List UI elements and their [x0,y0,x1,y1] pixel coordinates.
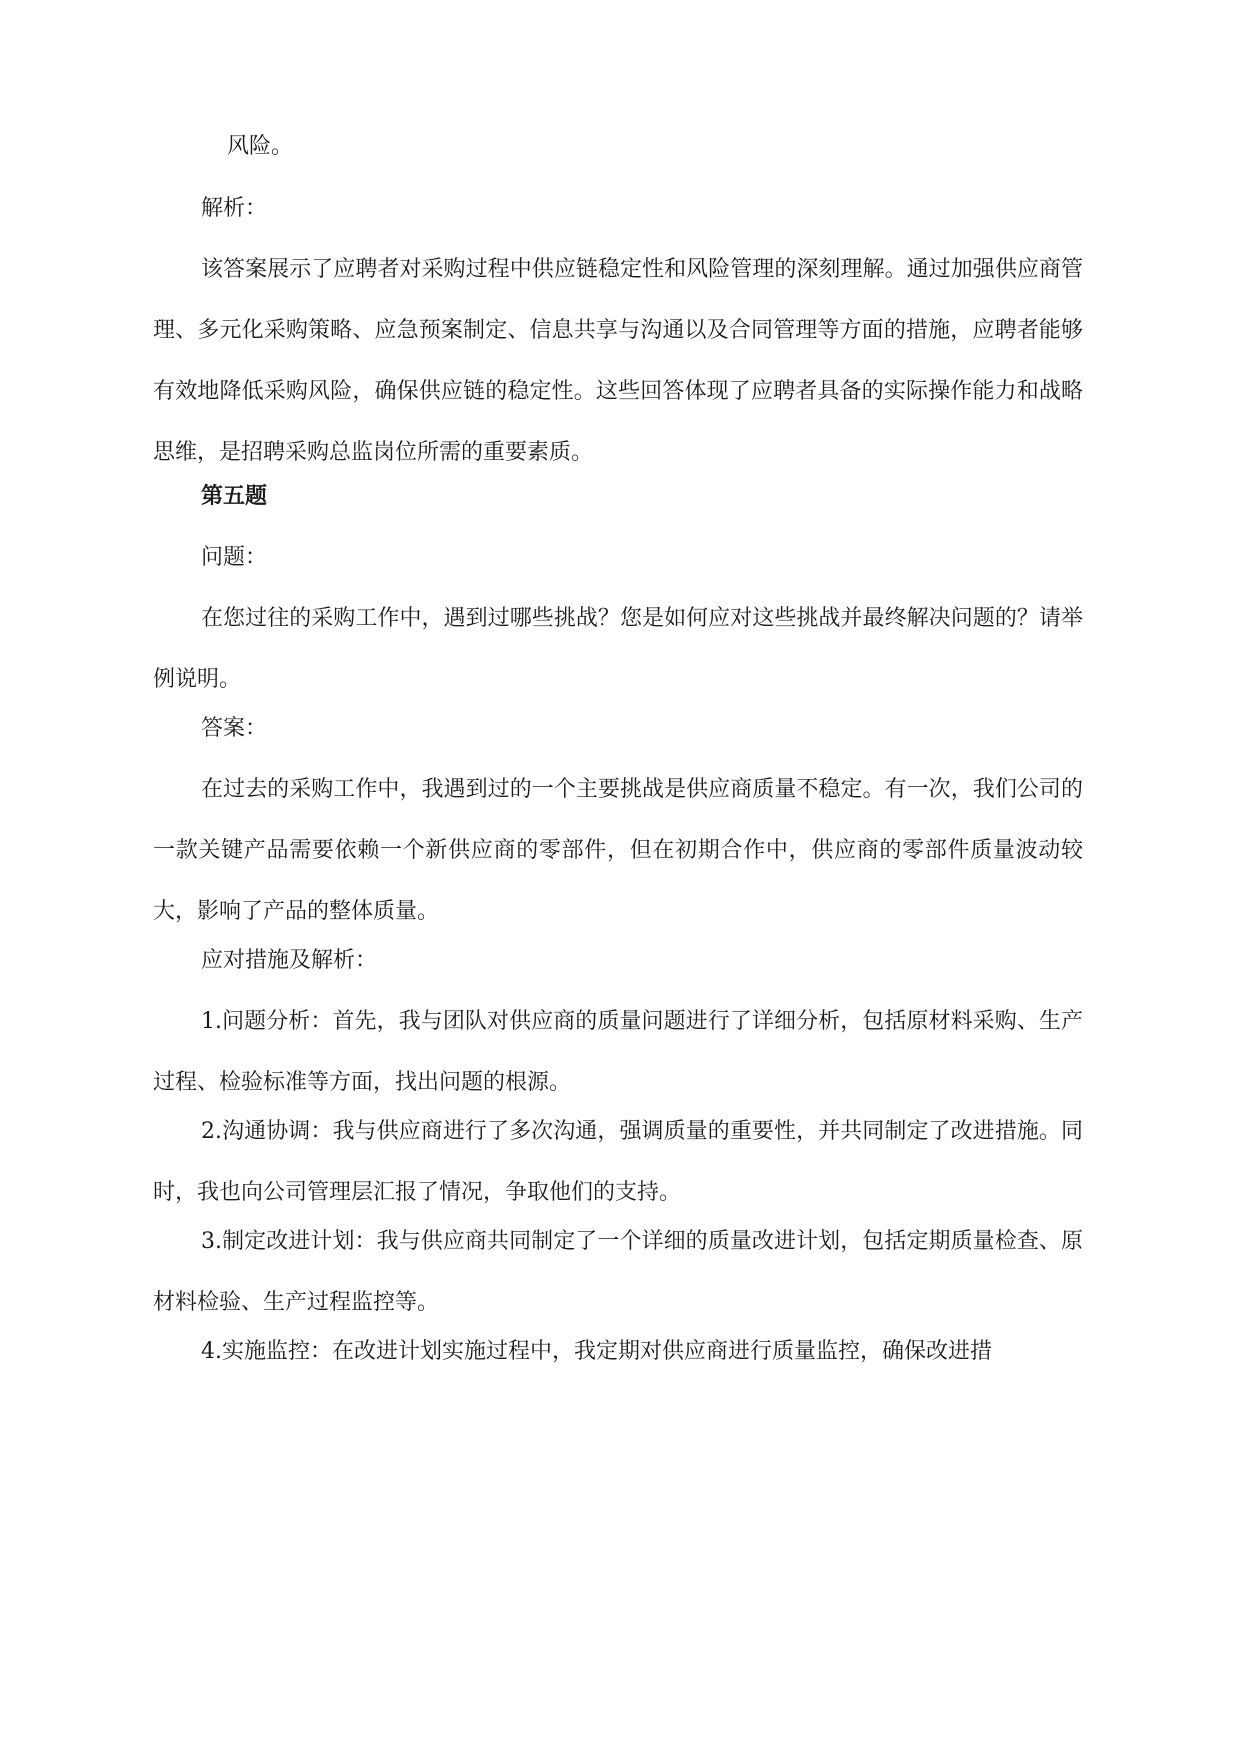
question-label: 问题： [201,545,268,570]
measure-item-4: 4.实施监控：在改进计划实施过程中，我定期对供应商进行质量监控，确保改进措 [201,1339,992,1364]
section-heading-question-5: 第五题 [201,483,268,509]
analysis-paragraph: 该答案展示了应聘者对采购过程中供应链稳定性和风险管理的深刻理解。通过加强供应商管理、多元化采购策略、应急预案制定、信息共享与沟通以及合同管理等方面的措施，应聘者能够有效地降低采购风险，确保供应链的稳定性。这些回答体现了应聘者具备的实际操作能力和战略思维，是招聘采购总监岗位所需的重要素质。 [153,257,1083,465]
analysis-label: 解析： [201,196,268,221]
answer-paragraph: 在过去的采购工作中，我遇到过的一个主要挑战是供应商质量不稳定。有一次，我们公司的一款关键产品需要依赖一个新供应商的零部件，但在初期合作中，供应商的零部件质量波动较大，影响了产品的整体质量。 [153,777,1083,924]
paragraph-risk-end: 风险。 [227,134,294,159]
question-paragraph: 在您过往的采购工作中，遇到过哪些挑战？您是如何应对这些挑战并最终解决问题的？请举例说明。 [153,606,1083,692]
measure-item-3: 3.制定改进计划：我与供应商共同制定了一个详细的质量改进计划，包括定期质量检查、原材料检验、生产过程监控等。 [153,1229,1083,1315]
measure-item-2: 2.沟通协调：我与供应商进行了多次沟通，强调质量的重要性，并共同制定了改进措施。同时，我也向公司管理层汇报了情况，争取他们的支持。 [153,1119,1083,1205]
answer-label: 答案： [201,716,268,741]
measure-item-1: 1.问题分析：首先，我与团队对供应商的质量问题进行了详细分析，包括原材料采购、生产过程、检验标准等方面，找出问题的根源。 [153,1009,1083,1095]
measures-label: 应对措施及解析： [201,948,378,973]
